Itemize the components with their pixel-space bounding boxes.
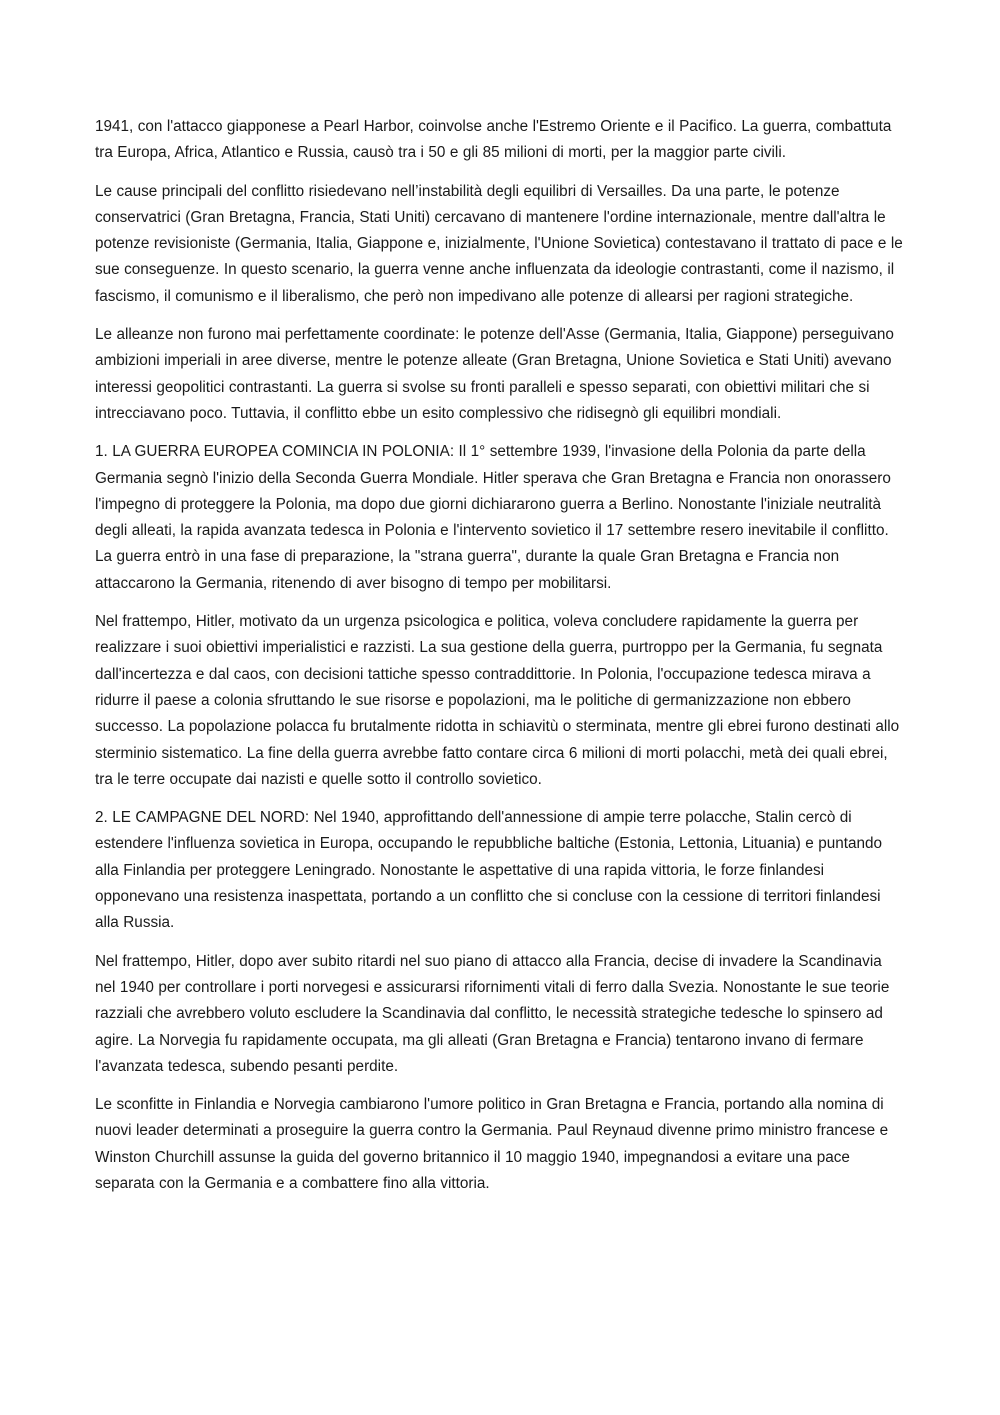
paragraph-hitler-poland-occupation: Nel frattempo, Hitler, motivato da un urgenza psicologica e politica, voleva concludere rapidamente la guerra per realizzare i suoi obiettivi imperialistici e razzisti. La sua gestione della guerra, purtroppo per la Germania, fu segnata dall'incertezza e dal caos, con decisioni tattiche spesso contraddittorie. In Polonia, l'occupazione tedesca mirava a ridurre il paese a colonia sfruttando le sue risorse e popolazioni, ma le politiche di germanizzazione non ebbero successo. La popolazione polacca fu brutalmente ridotta in schiavitù o sterminata, mentre gli ebrei furono destinati allo sterminio sistematico. La fine della guerra avrebbe fatto contare circa 6 milioni di morti polacchi, metà dei quali ebrei, tra le terre occupate dai nazisti e quelle sotto il controllo sovietico.	[95, 613, 900, 788]
paragraph-causes: Le cause principali del conflitto risiedevano nell’instabilità degli equilibri di Versailles. Da una parte, le potenze conservatrici (Gran Bretagna, Francia, Stati Uniti) cercavano di mantenere l'ordine internazionale, mentre dall'altra le potenze revisioniste (Germania, Italia, Giappone e, inizialmente, l'Unione Sovietica) contestavano il trattato di pace e le sue conseguenze. In questo scenario, la guerra venne anche influenzata da ideologie contrastanti, come il nazismo, il fascismo, il comunismo e il liberalismo, che però non impedivano alle potenze di allearsi per ragioni strategiche.	[95, 182, 903, 305]
document-page	[95, 114, 903, 1209]
paragraph-scandinavia-invasion: Nel frattempo, Hitler, dopo aver subito ritardi nel suo piano di attacco alla Francia, decise di invadere la Scandinavia nel 1940 per controllare i porti norvegesi e assicurarsi rifornimenti vitali di ferro dalla Svezia. Nonostante le sue teorie razziali che avrebbero voluto escludere la Scandinavia dal conflitto, le necessità strategiche tedesche lo spinsero ad agire. La Norvegia fu rapidamente occupata, ma gli alleati (Gran Bretagna e Francia) tentarono invano di fermare l'avanzata tedesca, subendo pesanti perdite.	[95, 952, 890, 1075]
paragraph-new-leaders: Le sconfitte in Finlandia e Norvegia cambiarono l'umore politico in Gran Bretagna e Francia, portando alla nomina di nuovi leader determinati a proseguire la guerra contro la Germania. Paul Reynaud divenne primo ministro francese e Winston Churchill assunse la guida del governo britannico il 10 maggio 1940, impegnandosi a evitare una pace separata con la Germania e a combattere fino alla vittoria.	[95, 1096, 889, 1192]
paragraph-alliances: Le alleanze non furono mai perfettamente coordinate: le potenze dell'Asse (Germania, Italia, Giappone) perseguivano ambizioni imperiali in aree diverse, mentre le potenze alleate (Gran Bretagna, Unione Sovietica e Stati Uniti) avevano interessi geopolitici contrastanti. La guerra si svolse su fronti paralleli e spesso separati, con obiettivi militari che si intrecciavano poco. Tuttavia, il conflitto ebbe un esito complessivo che ridisegnò gli equilibri mondiali.	[95, 326, 894, 422]
paragraph-section-2-northern-campaigns: 2. LE CAMPAGNE DEL NORD: Nel 1940, approfittando dell'annessione di ampie terre polacche, Stalin cercò di estendere l'influenza sovietica in Europa, occupando le repubbliche baltiche (Estonia, Lettonia, Lituania) e puntando alla Finlandia per proteggere Leningrado. Nonostante le aspettative di una rapida vittoria, le forze finlandesi opponevano una resistenza inaspettata, portando a un conflitto che si concluse con la cessione di territori finlandesi alla Russia.	[95, 809, 883, 932]
paragraph-section-1-poland: 1. LA GUERRA EUROPEA COMINCIA IN POLONIA: Il 1° settembre 1939, l'invasione della Polonia da parte della Germania segnò l'inizio della Seconda Guerra Mondiale. Hitler sperava che Gran Bretagna e Francia non onorassero l'impegno di proteggere la Polonia, ma dopo due giorni dichiararono guerra a Berlino. Nonostante l'iniziale neutralità degli alleati, la rapida avanzata tedesca in Polonia e l'intervento sovietico il 17 settembre resero inevitabile il conflitto. La guerra entrò in una fase di preparazione, la "strana guerra", durante la quale Gran Bretagna e Francia non attaccarono la Germania, ritenendo di aver bisogno di tempo per mobilitarsi.	[95, 443, 891, 592]
paragraph-intro-continuation: 1941, con l'attacco giapponese a Pearl Harbor, coinvolse anche l'Estremo Oriente e il Pacifico. La guerra, combattuta tra Europa, Africa, Atlantico e Russia, causò tra i 50 e gli 85 milioni di morti, per la maggior parte civili.	[95, 118, 892, 162]
